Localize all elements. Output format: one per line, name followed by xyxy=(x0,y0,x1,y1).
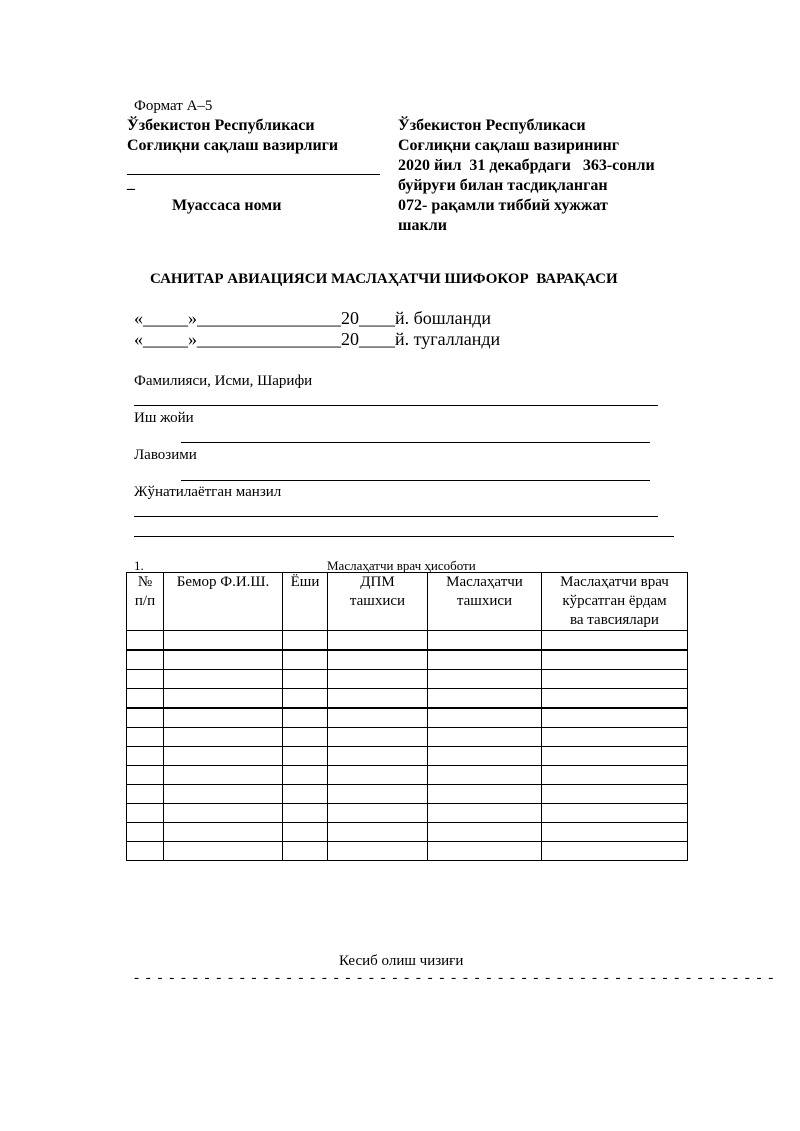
table-cell[interactable] xyxy=(164,842,283,861)
table-cell[interactable] xyxy=(428,670,542,689)
end-date-field[interactable]: «_____»________________20____й. тугалланди xyxy=(134,329,501,349)
table-cell[interactable] xyxy=(164,804,283,823)
table-cell[interactable] xyxy=(428,689,542,709)
table-cell[interactable] xyxy=(328,689,428,709)
table-cell[interactable] xyxy=(283,670,328,689)
table-cell[interactable] xyxy=(127,823,164,842)
table-cell[interactable] xyxy=(283,804,328,823)
table-cell[interactable] xyxy=(328,823,428,842)
table-cell[interactable] xyxy=(127,804,164,823)
underscore-tail: _ xyxy=(127,175,135,192)
table-cell[interactable] xyxy=(283,631,328,651)
table-cell[interactable] xyxy=(428,842,542,861)
ministry-line2: Соғлиқни сақлаш вазирлиги xyxy=(127,137,339,154)
table-cell[interactable] xyxy=(328,785,428,804)
col-patient-name-l1: Бемор Ф.И.Ш. xyxy=(176,574,270,590)
table-cell[interactable] xyxy=(328,747,428,766)
table-cell[interactable] xyxy=(127,785,164,804)
table-cell[interactable] xyxy=(283,747,328,766)
report-table xyxy=(126,572,688,861)
position-label: Лавозими xyxy=(134,447,197,463)
table-cell[interactable] xyxy=(127,728,164,747)
table-cell[interactable] xyxy=(428,747,542,766)
table-cell[interactable] xyxy=(328,842,428,861)
col-consultant-l2: ташхиси xyxy=(456,593,513,609)
table-cell[interactable] xyxy=(283,842,328,861)
table-cell[interactable] xyxy=(428,650,542,670)
col-number-l1: № xyxy=(137,574,153,590)
col-help-l2: кўрсатган ёрдам xyxy=(562,593,667,609)
cut-line-label: Кесиб олиш чизиғи xyxy=(339,953,464,969)
start-date-field[interactable]: «_____»________________20____й. бошланди xyxy=(134,308,492,328)
table-cell[interactable] xyxy=(283,785,328,804)
table-cell[interactable] xyxy=(428,785,542,804)
approval-line2: Соғлиқни сақлаш вазирининг xyxy=(398,137,619,154)
approval-line1: Ўзбекистон Республикаси xyxy=(398,117,586,134)
table-cell[interactable] xyxy=(164,785,283,804)
table-cell[interactable] xyxy=(542,631,688,651)
ministry-line1: Ўзбекистон Республикаси xyxy=(127,117,315,134)
table-cell[interactable] xyxy=(164,823,283,842)
table-cell[interactable] xyxy=(542,785,688,804)
report-caption: Маслаҳатчи врач ҳисоботи xyxy=(327,558,476,573)
table-cell[interactable] xyxy=(127,650,164,670)
table-cell[interactable] xyxy=(283,689,328,709)
table-cell[interactable] xyxy=(164,708,283,728)
table-cell[interactable] xyxy=(164,728,283,747)
address-input-line-1[interactable] xyxy=(134,516,658,517)
table-cell[interactable] xyxy=(164,689,283,709)
table-cell[interactable] xyxy=(328,804,428,823)
address-label: Жўнатилаётган манзил xyxy=(134,484,282,500)
institution-caption: Муассаса номи xyxy=(172,197,282,214)
table-cell[interactable] xyxy=(542,842,688,861)
institution-name-line xyxy=(127,174,380,175)
table-row xyxy=(127,747,688,766)
approval-line3: 2020 йил 31 декабрдаги 363-сонли xyxy=(398,157,655,174)
table-cell[interactable] xyxy=(328,631,428,651)
table-cell[interactable] xyxy=(542,670,688,689)
workplace-label: Иш жойи xyxy=(134,410,194,426)
table-cell[interactable] xyxy=(164,766,283,785)
table-cell[interactable] xyxy=(164,650,283,670)
position-input-line[interactable] xyxy=(181,480,650,481)
col-dpm-diagnosis xyxy=(328,573,428,631)
report-number: 1. xyxy=(134,558,144,573)
col-number xyxy=(127,573,164,631)
page-title: САНИТАР АВИАЦИЯСИ МАСЛАҲАТЧИ ШИФОКОР ВАРАҚАСИ xyxy=(150,271,618,287)
table-row xyxy=(127,842,688,861)
table-cell[interactable] xyxy=(127,689,164,709)
table-cell[interactable] xyxy=(283,728,328,747)
table-cell[interactable] xyxy=(328,708,428,728)
table-cell[interactable] xyxy=(428,728,542,747)
table-row xyxy=(127,804,688,823)
table-cell[interactable] xyxy=(428,766,542,785)
col-help-l1: Маслаҳатчи врач xyxy=(560,574,669,590)
table-cell[interactable] xyxy=(164,631,283,651)
table-cell[interactable] xyxy=(428,823,542,842)
approval-line4: буйруғи билан тасдиқланган xyxy=(398,177,608,194)
workplace-input-line[interactable] xyxy=(181,442,650,443)
table-row xyxy=(127,728,688,747)
table-cell[interactable] xyxy=(328,766,428,785)
col-help-l3: ва тавсиялари xyxy=(570,612,659,628)
table-cell[interactable] xyxy=(328,670,428,689)
col-dpm-l2: ташхиси xyxy=(349,593,406,609)
table-cell[interactable] xyxy=(283,823,328,842)
table-cell[interactable] xyxy=(164,747,283,766)
cut-line-dashes: - - - - - - - - - - - - - - - - - - - - - - - - - - - - - - - - - - - - - - - - - - - - - - - - - - - - - - - xyxy=(134,970,775,986)
approval-line6: шакли xyxy=(398,217,447,234)
col-consultant-diagnosis xyxy=(428,573,542,631)
table-row xyxy=(127,766,688,785)
table-row xyxy=(127,689,688,709)
table-cell[interactable] xyxy=(127,670,164,689)
table-row xyxy=(127,670,688,689)
table-row xyxy=(127,631,688,651)
table-cell[interactable] xyxy=(542,689,688,709)
address-input-line-2[interactable] xyxy=(134,536,674,537)
col-age xyxy=(283,573,328,631)
table-row xyxy=(127,785,688,804)
table-cell[interactable] xyxy=(542,708,688,728)
table-cell[interactable] xyxy=(127,766,164,785)
name-input-line[interactable] xyxy=(134,405,658,406)
name-label: Фамилияси, Исми, Шарифи xyxy=(134,373,313,389)
table-cell[interactable] xyxy=(542,804,688,823)
table-cell[interactable] xyxy=(127,842,164,861)
approval-line5: 072- рақамли тиббий хужжат xyxy=(398,197,608,214)
table-cell[interactable] xyxy=(542,823,688,842)
table-cell[interactable] xyxy=(542,650,688,670)
table-cell[interactable] xyxy=(127,631,164,651)
col-consultant-l1: Маслаҳатчи xyxy=(446,574,523,590)
table-cell[interactable] xyxy=(164,670,283,689)
col-number-l2: п/п xyxy=(134,593,156,609)
table-row xyxy=(127,650,688,670)
table-row xyxy=(127,708,688,728)
table-cell[interactable] xyxy=(283,650,328,670)
table-header-row xyxy=(127,573,688,631)
table-cell[interactable] xyxy=(127,708,164,728)
table-cell[interactable] xyxy=(127,747,164,766)
table-cell[interactable] xyxy=(283,708,328,728)
table-cell[interactable] xyxy=(542,728,688,747)
col-dpm-l1: ДПМ xyxy=(360,574,395,590)
table-cell[interactable] xyxy=(542,766,688,785)
table-cell[interactable] xyxy=(328,650,428,670)
col-help-recommendations xyxy=(542,573,688,631)
table-cell[interactable] xyxy=(428,708,542,728)
col-age-l1: Ёши xyxy=(290,574,320,590)
table-row xyxy=(127,823,688,842)
table-cell[interactable] xyxy=(542,747,688,766)
table-cell[interactable] xyxy=(328,728,428,747)
table-cell[interactable] xyxy=(428,804,542,823)
col-patient-name xyxy=(164,573,283,631)
format-label: Формат А–5 xyxy=(134,98,213,114)
table-cell[interactable] xyxy=(428,631,542,651)
table-cell[interactable] xyxy=(283,766,328,785)
